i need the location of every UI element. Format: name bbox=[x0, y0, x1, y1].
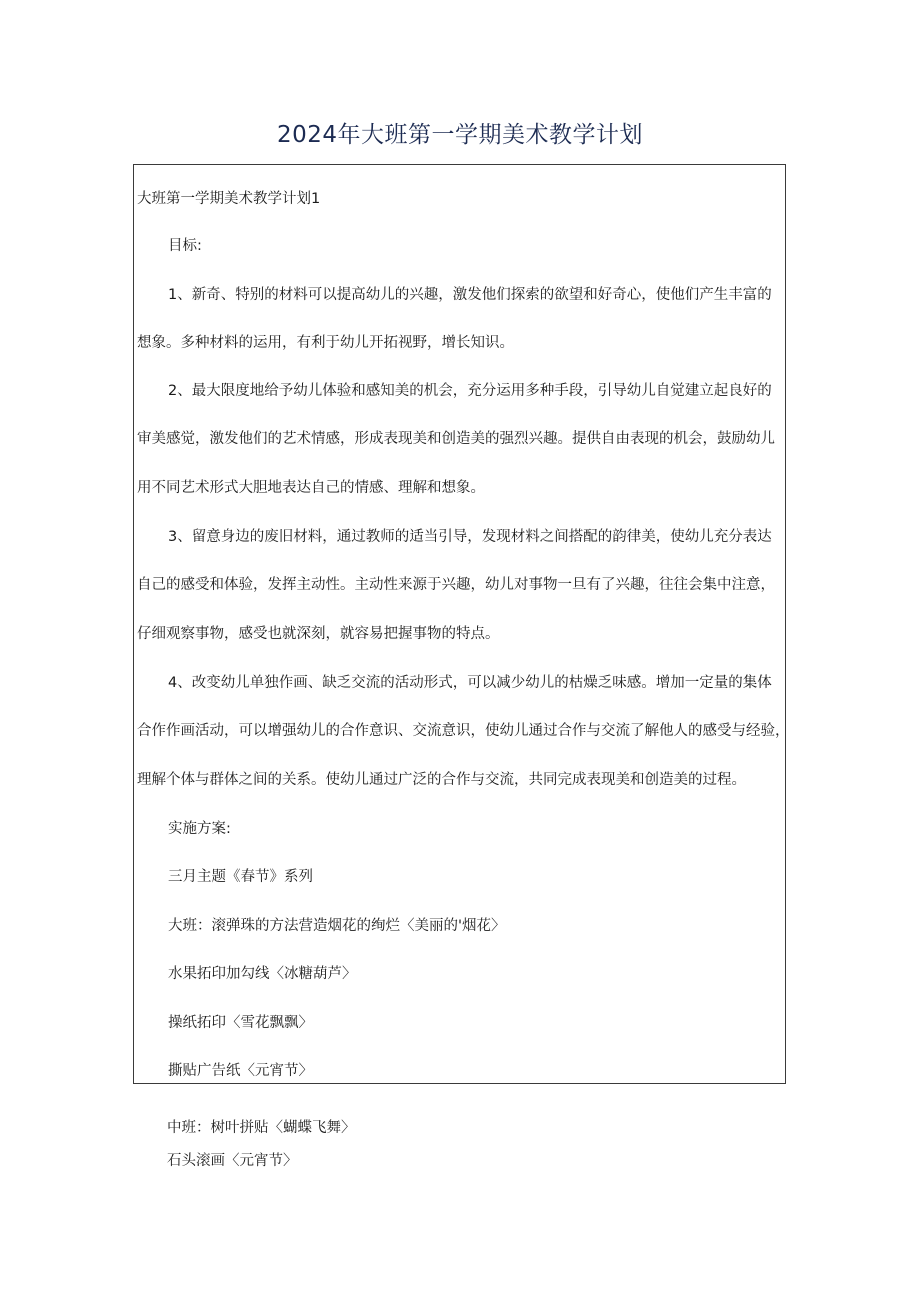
fruit-print-activity: 水果拓印加勾线〈冰糖葫芦〉 bbox=[168, 966, 357, 982]
goal-1-line-2: 想象。多种材料的运用，有利于幼儿开拓视野，增长知识。 bbox=[137, 335, 514, 351]
march-theme: 三月主题《春节》系列 bbox=[168, 869, 313, 885]
crumple-print-activity: 操纸拓印〈雪花飘飘〉 bbox=[168, 1015, 313, 1031]
goal-4-line-1: 4、改变幼儿单独作画、缺乏交流的活动形式，可以减少幼儿的枯燥乏味感。增加一定量的集体 bbox=[168, 675, 772, 691]
tear-paste-activity: 撕贴广告纸〈元宵节〉 bbox=[168, 1063, 313, 1079]
goal-2-line-1: 2、最大限度地给予幼儿体验和感知美的机会，充分运用多种手段，引导幼儿自觉建立起良好的 bbox=[168, 383, 772, 399]
goal-4-line-3: 理解个体与群体之间的关系。使幼儿通过广泛的合作与交流，共同完成表现美和创造美的过程。 bbox=[137, 772, 746, 788]
goal-2-line-2: 审美感觉，激发他们的艺术情感，形成表现美和创造美的强烈兴趣。提供自由表现的机会，鼓励幼儿 bbox=[137, 431, 775, 447]
goals-label: 目标: bbox=[168, 238, 202, 254]
content-table-cell bbox=[133, 164, 790, 1084]
goal-3-line-2: 自己的感受和体验，发挥主动性。主动性来源于兴趣，幼儿对事物一旦有了兴趣，往往会集中注意， bbox=[137, 577, 775, 593]
section-heading: 大班第一学期美术教学计划1 bbox=[137, 191, 321, 207]
stone-rolling-activity: 石头滚画〈元宵节〉 bbox=[167, 1153, 298, 1169]
middle-class-activity: 中班：树叶拼贴〈蝴蝶飞舞〉 bbox=[167, 1120, 356, 1136]
goal-1-line-1: 1、新奇、特别的材料可以提高幼儿的兴趣，激发他们探索的欲望和好奇心，使他们产生丰富的 bbox=[168, 287, 772, 303]
goal-2-line-3: 用不同艺术形式大胆地表达自己的情感、理解和想象。 bbox=[137, 480, 485, 496]
goal-3-line-1: 3、留意身边的废旧材料，通过教师的适当引导，发现材料之间搭配的韵律美，使幼儿充分表达 bbox=[168, 529, 772, 545]
big-class-activity: 大班：滚弹珠的方法营造烟花的绚烂〈美丽的'烟花〉 bbox=[168, 918, 506, 934]
goal-3-line-3: 仔细观察事物，感受也就深刻，就容易把握事物的特点。 bbox=[137, 626, 500, 642]
plan-label: 实施方案: bbox=[168, 821, 231, 837]
goal-4-line-2: 合作作画活动，可以增强幼儿的合作意识、交流意识，使幼儿通过合作与交流了解他人的感受与经验， bbox=[137, 723, 790, 739]
document-title: 2024年大班第一学期美术教学计划 bbox=[276, 122, 644, 148]
